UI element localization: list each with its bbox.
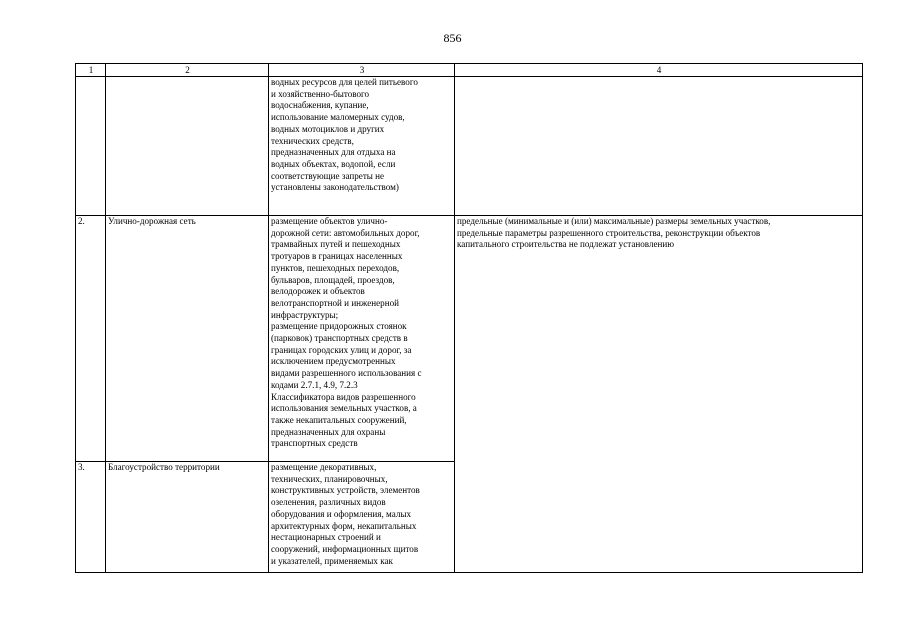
text-line: границах городских улиц и дорог, за <box>271 344 412 355</box>
row-number-cell: 3. <box>76 462 106 573</box>
header-cell: 3 <box>269 64 455 77</box>
text-line: использование маломерных судов, <box>271 112 405 123</box>
text-line: технических средств, <box>271 135 354 146</box>
header-cell: 2 <box>106 64 269 77</box>
header-cell: 1 <box>76 64 106 77</box>
text-line: конструктивных устройств, элементов <box>271 485 420 496</box>
table-row <box>76 77 863 216</box>
text-line: кодами 2.7.1, 4.9, 7.2.3 <box>271 379 358 390</box>
text-line: Классификатора видов разрешенного <box>271 391 416 402</box>
table-header-row <box>76 64 863 77</box>
text-line: водоснабжения, купание, <box>271 100 369 111</box>
text-line: дорожной сети: автомобильных дорог, <box>271 227 420 238</box>
text-line: пунктов, пешеходных переходов, <box>271 262 400 273</box>
text-line: видами разрешенного использования с <box>271 368 422 379</box>
text-line: нестационарных строений и <box>271 532 381 543</box>
row-description-cell <box>269 77 455 216</box>
text-line: инфраструктуры; <box>271 309 339 320</box>
text-line: предназначенных для охраны <box>271 426 386 437</box>
row-parameters-cell-empty <box>455 77 863 216</box>
text-line: трамвайных путей и пешеходных <box>271 239 401 250</box>
row-parameters-cell <box>455 216 863 573</box>
text-line: технических, планировочных, <box>271 473 388 484</box>
text-line: исключением предусмотренных <box>271 356 396 367</box>
row-number-cell: 2. <box>76 216 106 462</box>
text-line: водных объектах, водопой, если <box>271 158 396 169</box>
text-line: и хозяйственно-бытового <box>271 88 370 99</box>
row-name-cell: Улично-дорожная сеть <box>106 216 269 462</box>
text-line: также некапитальных сооружений, <box>271 414 407 425</box>
row-description-cell <box>269 462 455 573</box>
text-line: соответствующие запреты не <box>271 170 385 181</box>
text-line: капитального строительства не подлежат установлению <box>457 239 675 250</box>
text-line: (парковок) транспортных средств в <box>271 333 408 344</box>
text-line: предельные (минимальные и (или) максимальные) размеры земельных участков, <box>457 216 771 226</box>
text-line: предназначенных для отдыха на <box>271 147 396 158</box>
text-line: водных мотоциклов и других <box>271 123 385 134</box>
text-line: транспортных средств <box>271 438 358 449</box>
text-line: и указателей, применяемых как <box>271 555 393 566</box>
text-line: озеленения, различных видов <box>271 497 386 508</box>
header-cell: 4 <box>455 64 863 77</box>
text-line: установлены законодательством) <box>271 182 399 193</box>
page-number: 856 <box>443 31 462 45</box>
text-line: размещение придорожных стоянок <box>271 321 407 332</box>
row-name-cell: Благоустройство территории <box>106 462 269 573</box>
row-number-cell <box>76 77 106 216</box>
text-line: сооружений, информационных щитов <box>271 543 419 554</box>
text-line: использования земельных участков, а <box>271 403 417 414</box>
table-row <box>76 216 863 462</box>
text-line: бульваров, площадей, проездов, <box>271 274 395 285</box>
text-line: тротуаров в границах населенных <box>271 251 403 262</box>
text-line: водных ресурсов для целей питьевого <box>271 77 418 87</box>
text-line: размещение декоративных, <box>271 462 377 472</box>
text-line: велотранспортной и инженерной <box>271 297 399 308</box>
text-line: оборудования и оформления, малых <box>271 508 412 519</box>
text-line: архитектурных форм, некапитальных <box>271 520 417 531</box>
text-line: предельные параметры разрешенного строительства, реконструкции объектов <box>457 227 761 238</box>
row-name-cell <box>106 77 269 216</box>
text-line: размещение объектов улично- <box>271 216 388 226</box>
regulations-table <box>75 63 863 573</box>
text-line: велодорожек и объектов <box>271 286 365 297</box>
row-description-cell <box>269 216 455 462</box>
